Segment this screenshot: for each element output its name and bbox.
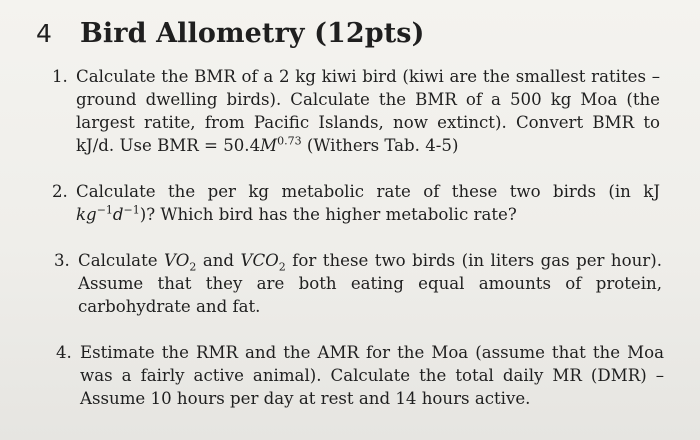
problem-text-part: )? Which bird has the higher metabolic rate? [139, 205, 517, 224]
problem-item [54, 249, 672, 318]
math-vo2-subscript: 2 [189, 260, 197, 274]
problem-text-part: Calculate the BMR of a 2 kg kiwi bird (kiwi are the smallest ratites – ground dwelling birds). Calculate the BMR of a 500 kg Moa (the largest ratite, from Pacific Islands, now extinct). Convert BMR to kJ/d. Use BMR = 50.4 [76, 67, 660, 155]
section-number: 4 [36, 19, 53, 48]
problem-text-part: Calculate [78, 251, 165, 270]
math-variable: M [260, 136, 278, 155]
math-vco2: VCO [240, 251, 279, 270]
problem-text-part: Calculate the per kg metabolic rate of these two birds (in kJ [76, 182, 660, 201]
problem-number: 2. [52, 182, 68, 201]
math-exponent: 0.73 [277, 134, 302, 148]
unit-kg: kg [76, 205, 97, 224]
problem-text-part: for these two birds (in liters gas per hour). Assume that they are both eating equal amounts of protein, carbohydrate and fat. [78, 251, 662, 316]
section-title: Bird Allometry (12pts) [80, 18, 425, 49]
problem-text-part: (Withers Tab. 4-5) [301, 136, 459, 155]
problem-item [56, 341, 672, 410]
problem-number: 3. [54, 251, 70, 270]
problem-number: 1. [52, 67, 68, 86]
unit-d-exponent: −1 [123, 203, 140, 217]
math-vo2: VO [164, 251, 190, 270]
problem-item [52, 180, 672, 226]
problem-text: Estimate the RMR and the AMR for the Moa (assume that the Moa was a fairly active animal). Calculate the total daily MR (DMR) – Assume 10 hours per day at rest and 14 hours active. [80, 343, 664, 408]
problem-list [36, 65, 672, 410]
unit-d: d [112, 205, 124, 224]
problem-item [52, 65, 672, 157]
problem-text [76, 180, 660, 226]
problem-number: 4. [56, 343, 72, 362]
problem-text [78, 249, 662, 318]
problem-text-part: and [196, 251, 241, 270]
unit-kg-exponent: −1 [96, 203, 113, 217]
problem-text [76, 65, 660, 157]
math-vco2-subscript: 2 [278, 260, 286, 274]
section-heading [36, 18, 672, 49]
